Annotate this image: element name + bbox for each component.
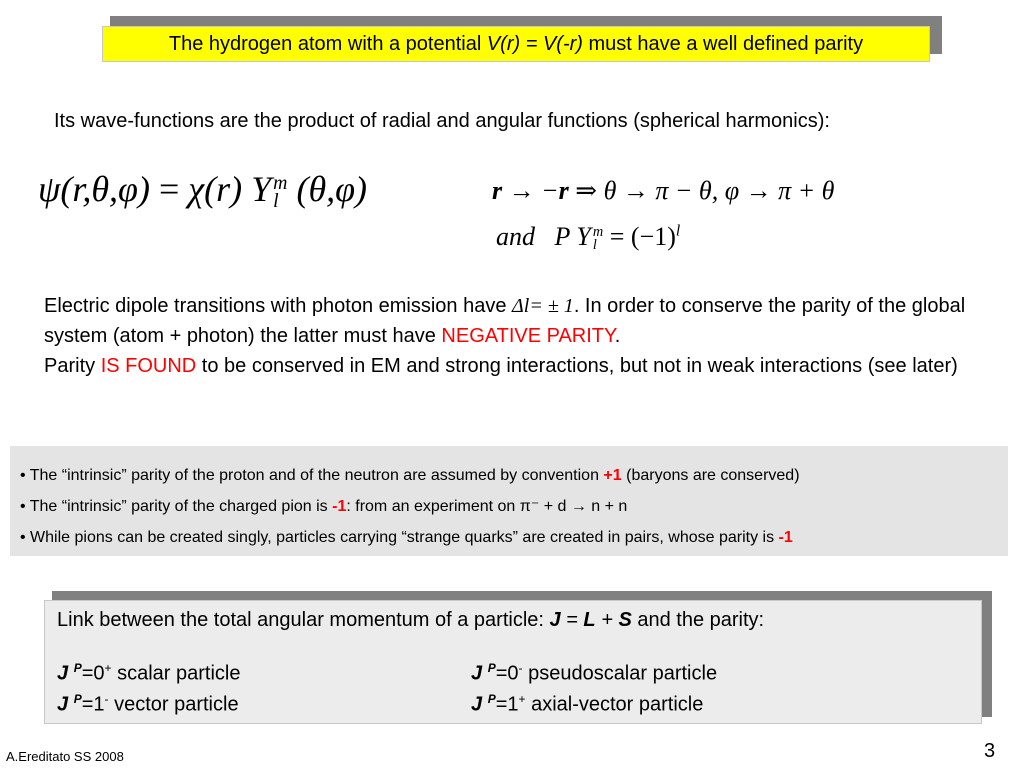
list-item: • The “intrinsic” parity of the proton and of the neutron are assumed by convention +1 (baryons are conserved) (20, 467, 800, 484)
axial-vector-row: J $^P$=1+ axial-vector particle (471, 692, 704, 716)
pseudoscalar-row: J $^P$=0- pseudoscalar particle (471, 661, 718, 685)
list-item: • While pions can be created singly, particles carrying “strange quarks” are created in pairs, whose parity is -1 (20, 529, 793, 546)
list-item: • The “intrinsic” parity of the charged pion is -1: from an experiment on π⁻ + d → n + n (20, 498, 628, 515)
angular-momentum-box (44, 600, 982, 724)
scalar-row: J $^P$=0+ scalar particle (57, 661, 241, 685)
footer-author: A.Ereditato SS 2008 (6, 749, 124, 764)
slide-title: The hydrogen atom with a potential V(r) = V(-r) must have a well defined parity (102, 26, 930, 62)
dipole-paragraph: Electric dipole transitions with photon emission have Δl= ± 1. In order to conserve the parity of the global system (atom + photon) the latter must have NEGATIVE PARITY. Parity IS FOUND to be conserved in EM and strong interactions, but not in weak interactions (see later) (44, 295, 966, 377)
wavefunction-formula: ψ(r,θ,φ) = χ(r) Y m l (θ,φ) (38, 169, 368, 212)
intro-text: Its wave-functions are the product of radial and angular functions (spherical harmonics): (54, 110, 830, 132)
vector-row: J $^P$=1- vector particle (57, 692, 239, 716)
harmonic-parity-formula: and P Y m l = $(-1)^l$ (496, 222, 681, 254)
parity-transformation: r → −r ⇒ θ → π − θ, φ → π + θ (492, 176, 835, 205)
intrinsic-parity-box (10, 446, 1008, 556)
page-number: 3 (984, 740, 996, 762)
link-line: Link between the total angular momentum of a particle: J = L + S and the parity: (57, 609, 765, 631)
